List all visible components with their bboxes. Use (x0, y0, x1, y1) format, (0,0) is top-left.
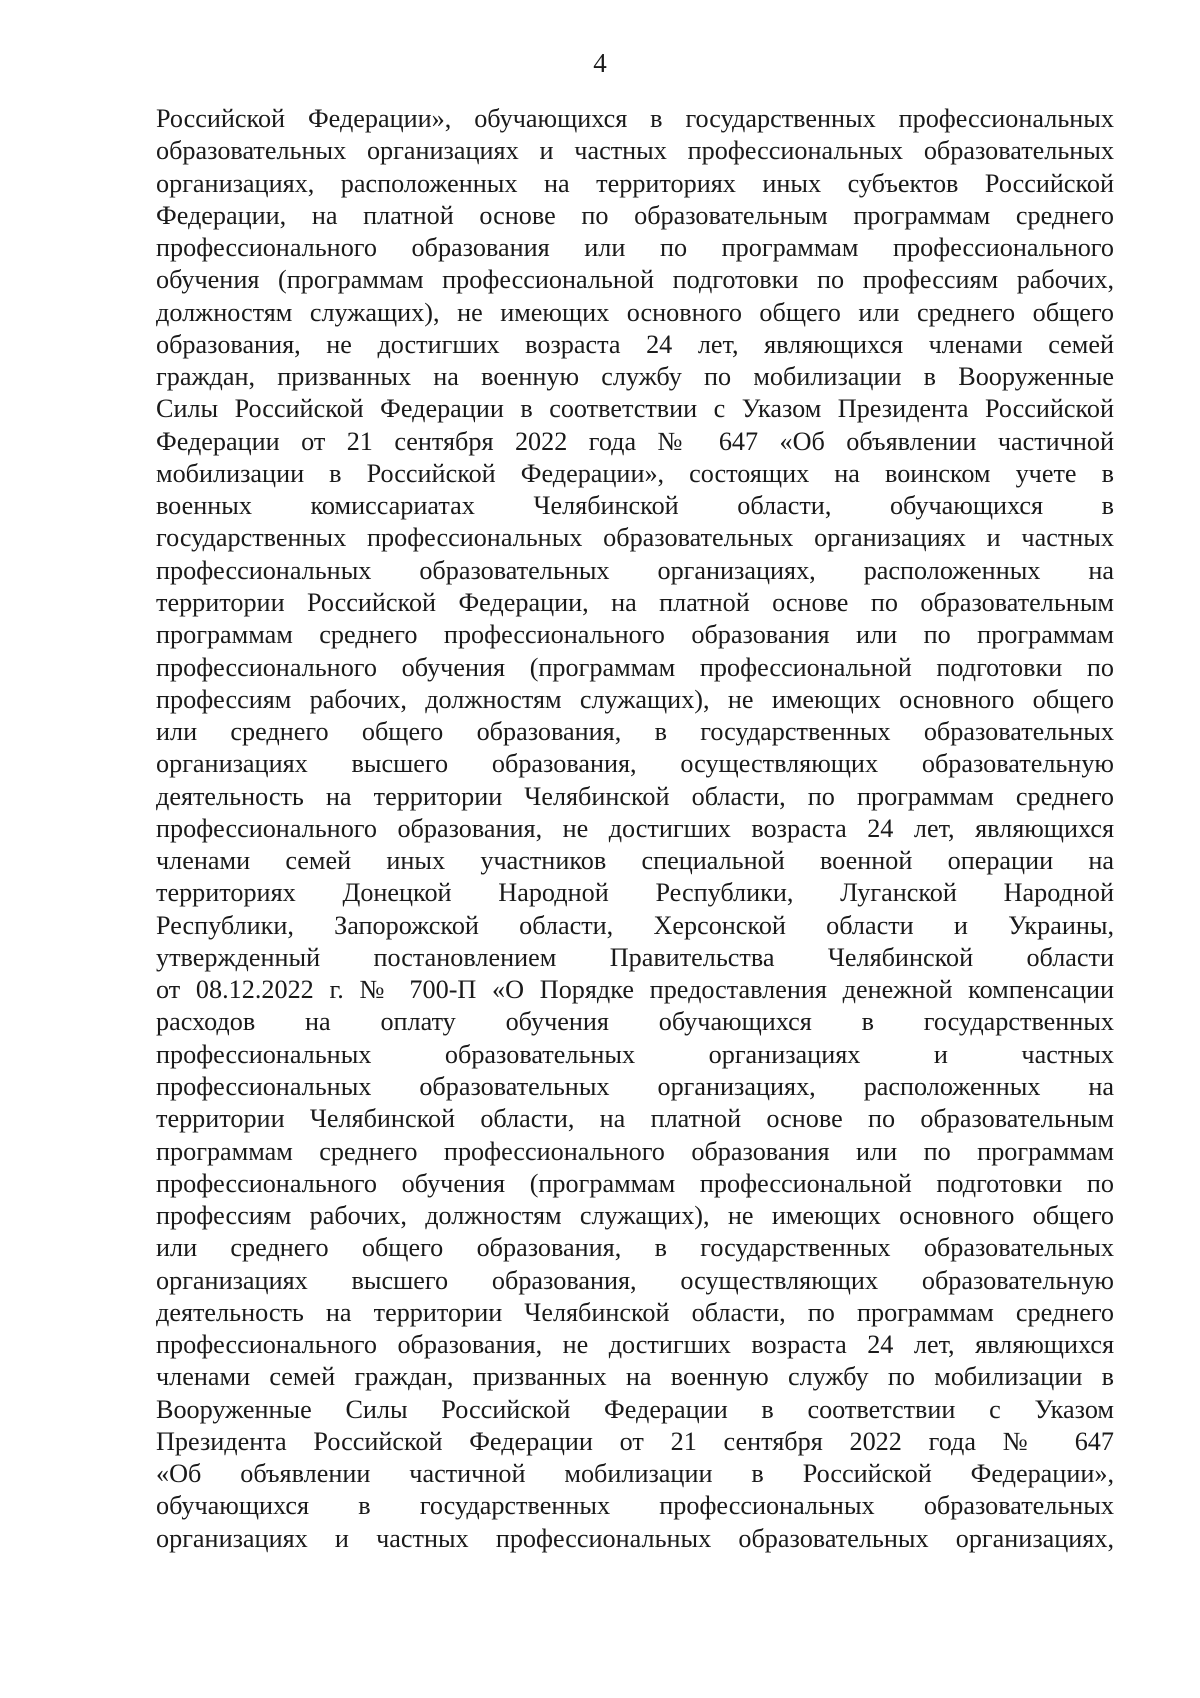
text-line: программам среднего профессионального образования или по программам (156, 620, 1114, 650)
text-line: или среднего общего образования, в государственных образовательных (156, 1233, 1114, 1263)
text-line: военных комиссариатах Челябинской области, обучающихся в (156, 491, 1114, 521)
text-line: профессиям рабочих, должностям служащих), не имеющих основного общего (156, 1201, 1114, 1231)
text-line: территории Российской Федерации, на платной основе по образовательным (156, 587, 1114, 617)
body-text (156, 103, 1114, 1555)
page-number: 4 (593, 48, 607, 78)
text-line: Федерации от 21 сентября 2022 года № 647 «Об объявлении частичной (156, 426, 1114, 456)
text-line: профессиональных образовательных организациях и частных (156, 1039, 1114, 1069)
text-line: или среднего общего образования, в государственных образовательных (156, 717, 1114, 747)
text-line: организациях, расположенных на территориях иных субъектов Российской (156, 168, 1114, 198)
text-line: профессионального образования или по программам профессионального (156, 233, 1114, 263)
text-line: образовательных организациях и частных профессиональных образовательных (156, 136, 1114, 166)
text-line: Республики, Запорожской области, Херсонской области и Украины, (156, 910, 1114, 940)
text-line: профессионального обучения (программам профессиональной подготовки по (156, 1168, 1114, 1198)
text-line: Силы Российской Федерации в соответствии с Указом Президента Российской (156, 394, 1114, 424)
text-line: деятельность на территории Челябинской области, по программам среднего (156, 781, 1114, 811)
text-line: обучающихся в государственных профессиональных образовательных (156, 1491, 1114, 1521)
text-line: образования, не достигших возраста 24 лет, являющихся членами семей (156, 329, 1114, 359)
text-line: обучения (программам профессиональной подготовки по профессиям рабочих, (156, 265, 1114, 295)
text-line: профессиям рабочих, должностям служащих), не имеющих основного общего (156, 684, 1114, 714)
text-line: Вооруженные Силы Российской Федерации в соответствии с Указом (156, 1394, 1114, 1424)
text-line: Российской Федерации», обучающихся в государственных профессиональных (156, 104, 1114, 133)
text-line: от 08.12.2022 г. № 700-П «О Порядке предоставления денежной компенсации (156, 975, 1114, 1005)
text-line: утвержденный постановлением Правительства Челябинской области (156, 942, 1114, 972)
text-line: Президента Российской Федерации от 21 сентября 2022 года № 647 (156, 1426, 1114, 1456)
text-line: профессионального обучения (программам профессиональной подготовки по (156, 652, 1114, 682)
text-line: государственных профессиональных образовательных организациях и частных (156, 523, 1114, 553)
text-line: организациях высшего образования, осуществляющих образовательную (156, 1265, 1114, 1295)
text-line: организациях и частных профессиональных образовательных организациях, (156, 1523, 1114, 1553)
text-line: профессиональных образовательных организациях, расположенных на (156, 1071, 1114, 1101)
text-line: территориях Донецкой Народной Республики, Луганской Народной (156, 878, 1114, 908)
text-line: программам среднего профессионального образования или по программам (156, 1136, 1114, 1166)
text-line: деятельность на территории Челябинской области, по программам среднего (156, 1297, 1114, 1327)
text-line: членами семей граждан, призванных на военную службу по мобилизации в (156, 1362, 1114, 1392)
text-line: профессиональных образовательных организациях, расположенных на (156, 555, 1114, 585)
text-line: Федерации, на платной основе по образовательным программам среднего (156, 200, 1114, 230)
text-line: членами семей иных участников специальной военной операции на (156, 846, 1114, 876)
text-line: «Об объявлении частичной мобилизации в Российской Федерации», (156, 1459, 1114, 1489)
text-line: мобилизации в Российской Федерации», состоящих на воинском учете в (156, 458, 1114, 488)
text-line: профессионального образования, не достигших возраста 24 лет, являющихся (156, 813, 1114, 843)
text-line: граждан, призванных на военную службу по мобилизации в Вооруженные (156, 362, 1114, 392)
text-line: территории Челябинской области, на платной основе по образовательным (156, 1104, 1114, 1134)
text-line: профессионального образования, не достигших возраста 24 лет, являющихся (156, 1330, 1114, 1360)
text-line: должностям служащих), не имеющих основного общего или среднего общего (156, 297, 1114, 327)
text-line: расходов на оплату обучения обучающихся в государственных (156, 1007, 1114, 1037)
text-line: организациях высшего образования, осуществляющих образовательную (156, 749, 1114, 779)
